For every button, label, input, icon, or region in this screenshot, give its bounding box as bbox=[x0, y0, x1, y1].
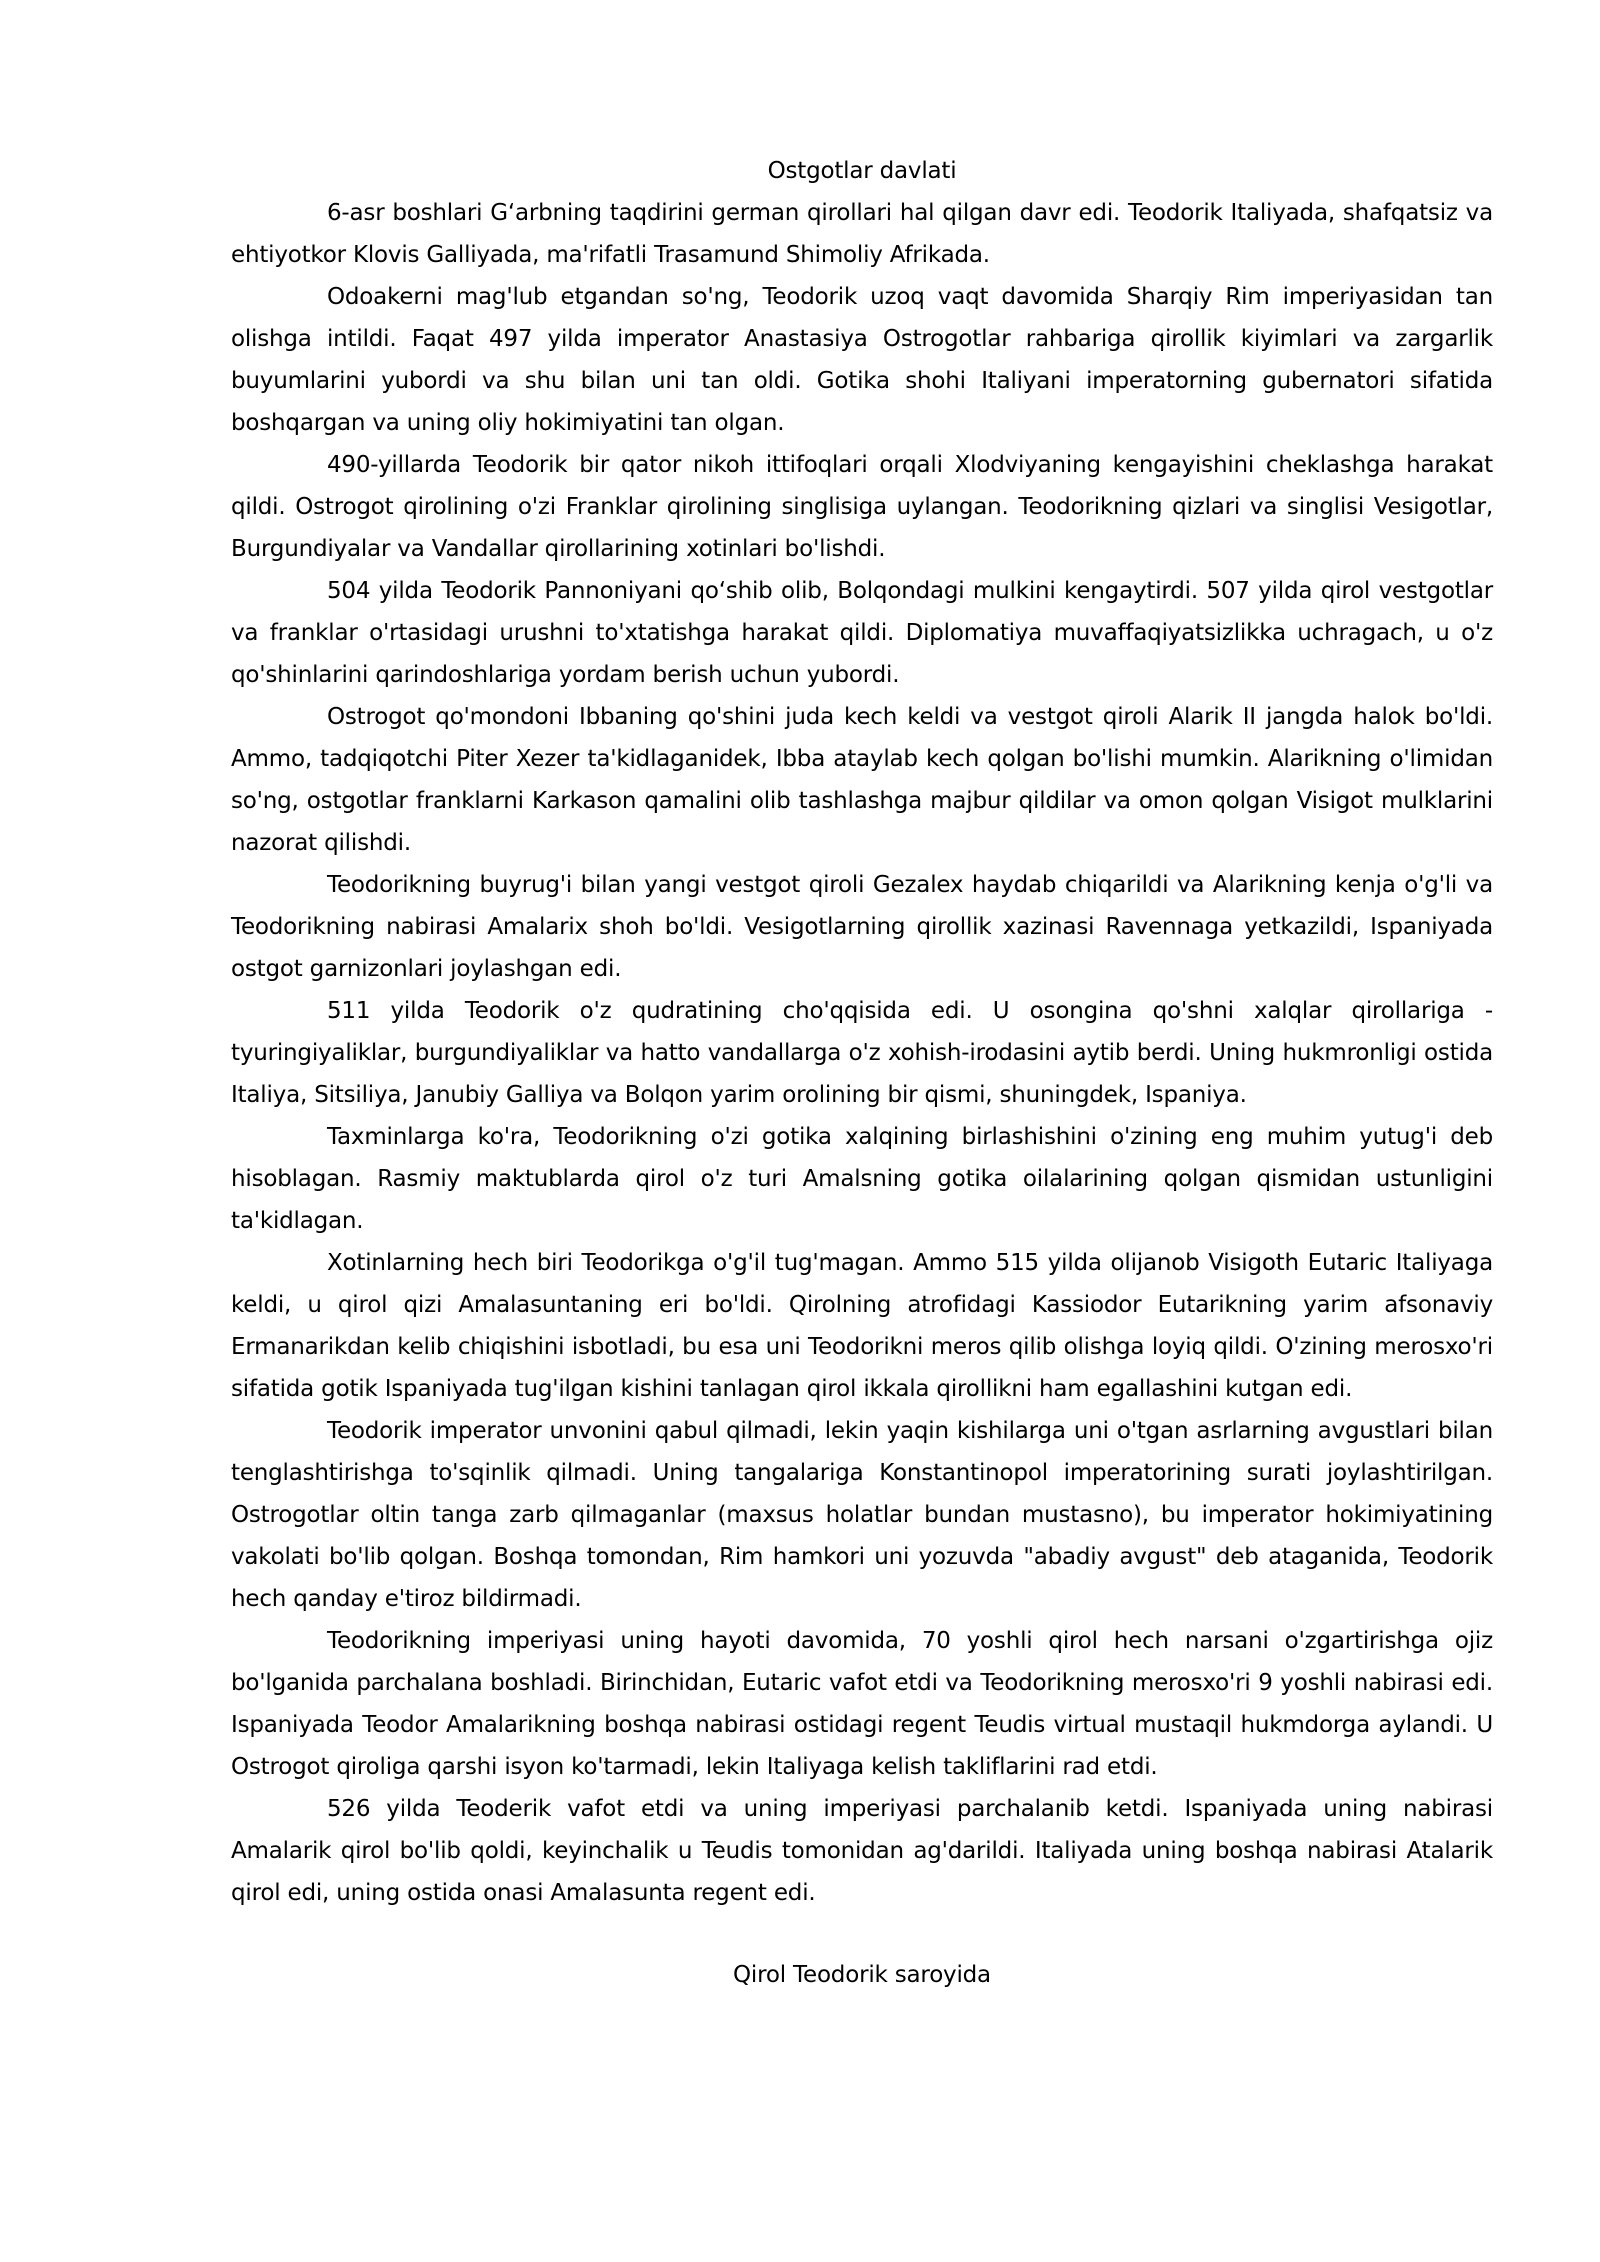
paragraph: Odoakerni mag'lub etgandan so'ng, Teodorik uzoq vaqt davomida Sharqiy Rim imperiyasidan tan olishga intildi. Faqat 497 yilda imperator Anastasiya Ostrogotlar rahbariga qirollik kiyimlari va zargarlik buyumlarini yubordi va shu bilan uni tan oldi. Gotika shohi Italiyani imperatorning gubernatori sifatida boshqargan va uning oliy hokimiyatini tan olgan. bbox=[231, 284, 1493, 436]
paragraph: 6-asr boshlari G‘arbning taqdirini german qirollari hal qilgan davr edi. Teodorik Italiyada, shafqatsiz va ehtiyotkor Klovis Galliyada, ma'rifatli Trasamund Shimoliy Afrikada. bbox=[231, 200, 1493, 268]
document-body bbox=[231, 150, 1493, 1996]
page-title: Ostgotlar davlati bbox=[767, 158, 957, 184]
paragraph: Teodorikning buyrug'i bilan yangi vestgot qiroli Gezalex haydab chiqarildi va Alarikning kenja o'g'li va Teodorikning nabirasi Amalarix shoh bo'ldi. Vesigotlarning qirollik xazinasi Ravennaga yetkazildi, Ispaniyada ostgot garnizonlari joylashgan edi. bbox=[231, 872, 1493, 982]
paragraph: Taxminlarga ko'ra, Teodorikning o'zi gotika xalqining birlashishini o'zining eng muhim yutug'i deb hisoblagan. Rasmiy maktublarda qirol o'z turi Amalsning gotika oilalarining qolgan qismidan ustunligini ta'kidlagan. bbox=[231, 1124, 1493, 1234]
paragraph: 490-yillarda Teodorik bir qator nikoh ittifoqlari orqali Xlodviyaning kengayishini cheklashga harakat qildi. Ostrogot qirolining o'zi Franklar qirolining singlisiga uylangan. Teodorikning qizlari va singlisi Vesigotlar, Burgundiyalar va Vandallar qirollarining xotinlari bo'lishdi. bbox=[231, 452, 1493, 562]
paragraph: Teodorikning imperiyasi uning hayoti davomida, 70 yoshli qirol hech narsani o'zgartirishga ojiz bo'lganida parchalana boshladi. Birinchidan, Eutaric vafot etdi va Teodorikning merosxo'ri 9 yoshli nabirasi edi. Ispaniyada Teodor Amalarikning boshqa nabirasi ostidagi regent Teudis virtual mustaqil hukmdorga aylandi. U Ostrogot qiroliga qarshi isyon ko'tarmadi, lekin Italiyaga kelish takliflarini rad etdi. bbox=[231, 1628, 1493, 1780]
paragraph: Ostrogot qo'mondoni Ibbaning qo'shini juda kech keldi va vestgot qiroli Alarik II jangda halok bo'ldi. Ammo, tadqiqotchi Piter Xezer ta'kidlaganidek, Ibba ataylab kech qolgan bo'lishi mumkin. Alarikning o'limidan so'ng, ostgotlar franklarni Karkason qamalini olib tashlashga majbur qildilar va omon qolgan Visigot mulklarini nazorat qilishdi. bbox=[231, 704, 1493, 856]
paragraph: 504 yilda Teodorik Pannoniyani qo‘shib olib, Bolqondagi mulkini kengaytirdi. 507 yilda qirol vestgotlar va franklar o'rtasidagi urushni to'xtatishga harakat qildi. Diplomatiya muvaffaqiyatsizlikka uchragach, u o'z qo'shinlarini qarindoshlariga yordam berish uchun yubordi. bbox=[231, 578, 1493, 688]
section-caption: Qirol Teodorik saroyida bbox=[733, 1962, 991, 1988]
paragraph: Teodorik imperator unvonini qabul qilmadi, lekin yaqin kishilarga uni o'tgan asrlarning avgustlari bilan tenglashtirishga to'sqinlik qilmadi. Uning tangalariga Konstantinopol imperatorining surati joylashtirilgan. Ostrogotlar oltin tanga zarb qilmaganlar (maxsus holatlar bundan mustasno), bu imperator hokimiyatining vakolati bo'lib qolgan. Boshqa tomondan, Rim hamkori uni yozuvda "abadiy avgust" deb ataganida, Teodorik hech qanday e'tiroz bildirmadi. bbox=[231, 1418, 1493, 1612]
paragraph: 511 yilda Teodorik o'z qudratining cho'qqisida edi. U osongina qo'shni xalqlar qirollariga - tyuringiyaliklar, burgundiyaliklar va hatto vandallarga o'z xohish-irodasini aytib berdi. Uning hukmronligi ostida Italiya, Sitsiliya, Janubiy Galliya va Bolqon yarim orolining bir qismi, shuningdek, Ispaniya. bbox=[231, 998, 1493, 1108]
paragraph: 526 yilda Teoderik vafot etdi va uning imperiyasi parchalanib ketdi. Ispaniyada uning nabirasi Amalarik qirol bo'lib qoldi, keyinchalik u Teudis tomonidan ag'darildi. Italiyada uning boshqa nabirasi Atalarik qirol edi, uning ostida onasi Amalasunta regent edi. bbox=[231, 1796, 1493, 1906]
paragraph: Xotinlarning hech biri Teodorikga o'g'il tug'magan. Ammo 515 yilda olijanob Visigoth Eutaric Italiyaga keldi, u qirol qizi Amalasuntaning eri bo'ldi. Qirolning atrofidagi Kassiodor Eutarikning yarim afsonaviy Ermanarikdan kelib chiqishini isbotladi, bu esa uni Teodorikni meros qilib olishga loyiq qildi. O'zining merosxo'ri sifatida gotik Ispaniyada tug'ilgan kishini tanlagan qirol ikkala qirollikni ham egallashini kutgan edi. bbox=[231, 1250, 1493, 1402]
